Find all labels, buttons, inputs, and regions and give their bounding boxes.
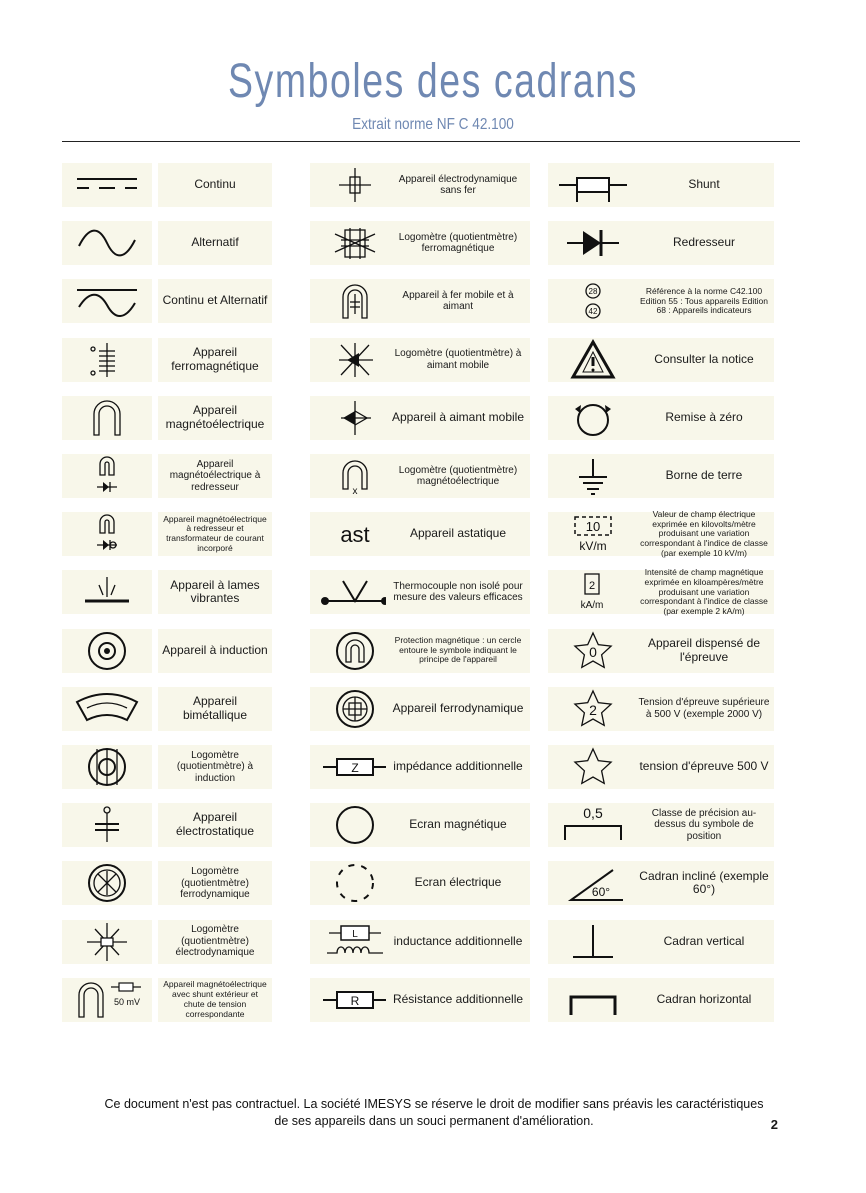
footer-line-2: de ses appareils dans un souci permanent d'amélioration.: [274, 1113, 594, 1128]
symbol-label: Appareil électrodynamique sans fer: [386, 163, 530, 207]
magnetoelectrique-icon: [62, 396, 152, 440]
symbol-label: inductance additionnelle: [386, 920, 530, 964]
induction-icon: [62, 629, 152, 673]
svg-text:R: R: [350, 993, 360, 1008]
svg-text:ast: ast: [340, 522, 370, 548]
symbol-label: Logomètre (quotientmètre) à aimant mobile: [386, 338, 530, 382]
symbol-label: Logomètre (quotientmètre) magnétoélectrique: [386, 454, 530, 498]
symbol-row: [0, 163, 866, 207]
star-icon: [548, 745, 638, 789]
logometre-ferrodynamique-icon: [62, 861, 152, 905]
star-0-icon: [548, 629, 638, 673]
symbol-row: [0, 221, 866, 265]
symbol-label: Appareil bimétallique: [158, 687, 272, 731]
svg-text:L: L: [352, 928, 358, 940]
continu-icon: [62, 163, 152, 207]
svg-text:10: 10: [585, 519, 601, 535]
symbol-row: [0, 566, 866, 617]
page-subtitle: Extrait norme NF C 42.100: [352, 116, 514, 133]
champ-electrique-icon: [548, 512, 638, 556]
title-divider: [62, 141, 800, 142]
page-title: Symboles des cadrans: [228, 55, 638, 108]
shunt-icon: [548, 163, 638, 207]
symbol-row: [0, 687, 866, 731]
svg-text:kA/m: kA/m: [580, 600, 604, 612]
svg-text:2: 2: [589, 701, 597, 718]
cadran-horizontal-icon: [548, 978, 638, 1022]
symbol-label: Ecran électrique: [386, 861, 530, 905]
svg-text:28: 28: [588, 287, 598, 297]
continu-alternatif-icon: [62, 279, 152, 323]
symbol-label: Continu: [158, 163, 272, 207]
remise-zero-icon: [548, 396, 638, 440]
svg-text:50 mV: 50 mV: [113, 996, 141, 1007]
symbol-label: Appareil dispensé de l'épreuve: [634, 629, 774, 673]
symbol-label: Tension d'épreuve supérieure à 500 V (exemple 2000 V): [634, 687, 774, 731]
svg-text:kV/m: kV/m: [579, 539, 607, 554]
star-2-icon: [548, 687, 638, 731]
svg-text:0,5: 0,5: [583, 805, 603, 822]
symbol-row: [0, 803, 866, 847]
symbol-label: Appareil ferrodynamique: [386, 687, 530, 731]
symbol-label: Borne de terre: [634, 454, 774, 498]
borne-terre-icon: [548, 454, 638, 498]
symbol-label: Résistance additionnelle: [386, 978, 530, 1022]
cadran-vertical-icon: [548, 920, 638, 964]
symbol-label: Appareil magnétoélectrique: [158, 396, 272, 440]
symbol-label: Logomètre (quotientmètre) ferromagnétique: [386, 221, 530, 265]
symbol-row: [0, 745, 866, 789]
footer-line-1: Ce document n'est pas contractuel. La société IMESYS se réserve le droit de modifier sans préavis les caractéristiques: [104, 1097, 764, 1111]
symbol-label: tension d'épreuve 500 V: [634, 745, 774, 789]
symbol-label: Logomètre (quotientmètre) ferrodynamique: [158, 861, 272, 905]
symbol-row: [0, 978, 866, 1022]
symbol-label: Appareil à fer mobile et à aimant: [386, 279, 530, 323]
symbol-label: Référence à la norme C42.100 Edition 55 : Tous appareils Edition 68 : Appareils indicateurs: [634, 279, 774, 323]
svg-text:60°: 60°: [591, 885, 611, 900]
magnetoelectrique-redresseur-icon: [62, 454, 152, 498]
footer-disclaimer: [60, 1096, 808, 1130]
champ-magnetique-icon: [548, 570, 638, 614]
symbol-label: impédance additionnelle: [386, 745, 530, 789]
symbol-label: Remise à zéro: [634, 396, 774, 440]
symbol-label: Valeur de champ électrique exprimée en kilovolts/mètre produisant une variation correspondant à l'indice de classe (par exemple 10 kV/m): [634, 512, 774, 556]
symbol-row: [0, 629, 866, 673]
symbol-label: Logomètre (quotientmètre) à induction: [158, 745, 272, 789]
magnetoelectrique-shunt-icon: [62, 978, 152, 1022]
symbol-label: Ecran magnétique: [386, 803, 530, 847]
symbol-label: Cadran horizontal: [634, 978, 774, 1022]
svg-text:Z: Z: [351, 761, 359, 775]
symbol-label: Appareil magnétoélectrique à redresseur: [158, 454, 272, 498]
symbol-row: [0, 396, 866, 440]
symbol-label: Appareil ferromagnétique: [158, 338, 272, 382]
symbol-label: Appareil magnétoélectrique à redresseur et transformateur de courant incorporé: [158, 512, 272, 556]
lames-vibrantes-icon: [62, 570, 152, 614]
ferromagnetique-icon: [62, 338, 152, 382]
symbol-label: Redresseur: [634, 221, 774, 265]
symbol-label: Cadran incliné (exemple 60°): [634, 861, 774, 905]
cadran-incline-icon: [548, 861, 638, 905]
symbol-label: Intensité de champ magnétique exprimée en kiloampères/mètre produisant une variation correspondant à l'indice de classe (par exemple 2 kA/m): [634, 570, 774, 614]
electrostatique-icon: [62, 803, 152, 847]
svg-text:2: 2: [588, 580, 596, 593]
svg-text:0: 0: [589, 643, 597, 660]
svg-text:42: 42: [588, 307, 598, 317]
symbol-row: [0, 279, 866, 323]
symbol-label: Appareil à aimant mobile: [386, 396, 530, 440]
symbol-label: Consulter la notice: [634, 338, 774, 382]
warning-triangle-icon: [548, 338, 638, 382]
symbol-label: Alternatif: [158, 221, 272, 265]
symbol-label: Appareil à induction: [158, 629, 272, 673]
magnetoelectrique-transfo-icon: [62, 512, 152, 556]
symbol-label: Appareil magnétoélectrique avec shunt extérieur et chute de tension correspondante: [158, 978, 272, 1022]
symbol-row: [0, 920, 866, 964]
page-number: 2: [770, 1117, 778, 1132]
symbol-label: Shunt: [634, 163, 774, 207]
symbol-label: Thermocouple non isolé pour mesure des valeurs efficaces: [386, 570, 530, 614]
logometre-induction-icon: [62, 745, 152, 789]
bimetallique-icon: [62, 687, 152, 731]
norme-reference-icon: [548, 279, 638, 323]
logometre-electrodynamique-icon: [62, 920, 152, 964]
classe-precision-icon: [548, 803, 638, 847]
symbol-label: Cadran vertical: [634, 920, 774, 964]
redresseur-icon: [548, 221, 638, 265]
symbol-label: Appareil à lames vibrantes: [158, 570, 272, 614]
svg-text:x: x: [352, 486, 358, 497]
symbol-label: Appareil électrostatique: [158, 803, 272, 847]
symbol-row: [0, 454, 866, 498]
alternatif-icon: [62, 221, 152, 265]
symbol-label: Logomètre (quotientmètre) électrodynamique: [158, 920, 272, 964]
symbol-row: [0, 861, 866, 905]
symbol-label: Appareil astatique: [386, 512, 530, 556]
symbol-label: Continu et Alternatif: [158, 279, 272, 323]
symbol-row: [0, 508, 866, 558]
symbol-row: [0, 338, 866, 382]
symbol-label: Protection magnétique : un cercle entoure le symbole indiquant le principe de l'appareil: [386, 629, 530, 673]
symbol-label: Classe de précision au-dessus du symbole de position: [634, 803, 774, 847]
